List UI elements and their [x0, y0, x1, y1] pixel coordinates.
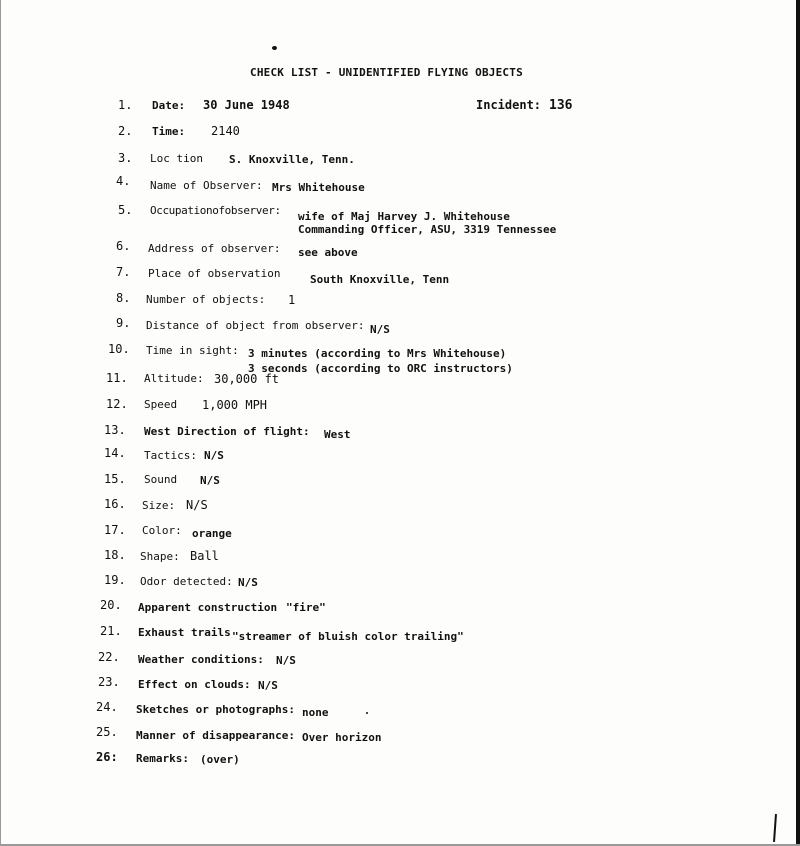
item-value-altitude: 30,000 ft — [214, 372, 280, 386]
item-number: 12. — [106, 397, 128, 411]
scan-edge-right — [796, 0, 800, 846]
item-value-sound: N/S — [200, 474, 220, 487]
incident-field — [476, 98, 573, 113]
item-number: 4. — [116, 174, 131, 188]
item-number: 18. — [104, 548, 126, 562]
item-number: 10. — [108, 342, 130, 356]
item-value-number-objects: 1 — [288, 293, 296, 307]
item-value-color: orange — [192, 527, 232, 540]
item-label-observer-name: Name of Observer: — [150, 179, 263, 192]
item-number: 8. — [116, 291, 131, 305]
item-value-disappearance: Over horizon — [302, 731, 382, 744]
item-number: 5. — [118, 203, 133, 217]
item-number: 23. — [98, 675, 120, 689]
item-number: 19. — [104, 573, 126, 587]
item-number: 3. — [118, 151, 133, 165]
item-number: 1. — [118, 98, 133, 112]
item-number: 7. — [116, 265, 131, 279]
item-label-color: Color: — [142, 524, 182, 537]
item-label-time: Time: — [152, 125, 186, 138]
item-label-sketches: Sketches or photographs: — [136, 703, 295, 716]
item-value-occupation: wife of Maj Harvey J. Whitehouse — [298, 210, 510, 223]
item-value-odor: N/S — [238, 576, 258, 589]
ink-speck — [272, 46, 277, 50]
item-label-tactics: Tactics: — [144, 449, 197, 462]
item-label-speed: Speed — [144, 398, 178, 411]
item-value-address: see above — [298, 246, 358, 259]
item-value-size: N/S — [186, 498, 208, 512]
item-label-direction: West Direction of flight: — [144, 425, 310, 438]
item-value-time: 2140 — [211, 124, 240, 138]
item-label-sound: Sound — [144, 473, 178, 486]
item-label-weather: Weather conditions: — [138, 653, 264, 666]
item-value-tactics: N/S — [204, 449, 224, 462]
item-label-size: Size: — [142, 499, 176, 512]
document-title: CHECK LIST - UNIDENTIFIED FLYING OBJECTS — [250, 66, 523, 79]
item-label-altitude: Altitude: — [144, 372, 204, 385]
item-label-construction: Apparent construction — [138, 601, 278, 614]
item-number: 21. — [100, 624, 122, 638]
scan-edge-left — [0, 0, 1, 846]
item-value-place: South Knoxville, Tenn — [310, 273, 450, 286]
item-value-time-in-sight-line2: 3 seconds (according to ORC instructors) — [248, 362, 513, 375]
item-number: 24. — [96, 700, 118, 714]
item-value-clouds: N/S — [258, 679, 278, 692]
item-value-date: 30 June 1948 — [203, 98, 290, 112]
item-value-time-in-sight: 3 minutes (according to Mrs Whitehouse) — [248, 347, 507, 360]
item-number: 22. — [98, 650, 120, 664]
item-label-number-objects: Number of objects: — [146, 293, 266, 306]
item-label-date: Date: — [152, 99, 186, 112]
item-label-shape: Shape: — [140, 550, 180, 563]
item-value-occupation-line2: Commanding Officer, ASU, 3319 Tennessee — [298, 223, 557, 236]
item-value-shape: Ball — [190, 549, 219, 563]
item-number: 26: — [96, 750, 118, 764]
item-value-distance: N/S — [370, 323, 390, 336]
item-value-remarks: (over) — [200, 753, 240, 766]
item-value-speed: 1,000 MPH — [202, 398, 268, 412]
item-value-exhaust: "streamer of bluish color trailing" — [232, 630, 464, 643]
incident-number: 136 — [549, 98, 573, 113]
item-label-place: Place of observation — [148, 267, 281, 280]
item-number: 2. — [118, 124, 133, 138]
item-label-time-in-sight: Time in sight: — [146, 344, 239, 357]
item-value-observer-name: Mrs Whitehouse — [272, 181, 365, 194]
incident-label: Incident: — [476, 98, 542, 112]
item-label-remarks: Remarks: — [136, 752, 189, 765]
item-label-location: Loc tion — [150, 152, 203, 165]
ink-speck — [366, 712, 368, 714]
item-number: 9. — [116, 316, 131, 330]
item-label-address: Address of observer: — [148, 242, 281, 255]
item-label-clouds: Effect on clouds: — [138, 678, 251, 691]
item-value-sketches: none — [302, 706, 329, 719]
item-number: 17. — [104, 523, 126, 537]
item-number: 20. — [100, 598, 122, 612]
item-label-exhaust: Exhaust trails — [138, 626, 231, 639]
item-label-occupation: Occupationofobserver: — [150, 204, 281, 217]
item-value-construction: "fire" — [286, 601, 326, 614]
item-number: 6. — [116, 239, 131, 253]
item-number: 13. — [104, 423, 126, 437]
item-label-odor: Odor detected: — [140, 575, 233, 588]
item-value-weather: N/S — [276, 654, 296, 667]
item-number: 14. — [104, 446, 126, 460]
item-label-distance: Distance of object from observer: — [146, 319, 365, 332]
item-value-location: S. Knoxville, Tenn. — [229, 153, 355, 166]
item-label-disappearance: Manner of disappearance: — [136, 729, 295, 742]
item-number: 25. — [96, 725, 118, 739]
item-value-direction: West — [324, 428, 351, 441]
item-number: 11. — [106, 371, 128, 385]
item-number: 16. — [104, 497, 126, 511]
item-number: 15. — [104, 472, 126, 486]
margin-mark — [773, 814, 777, 842]
